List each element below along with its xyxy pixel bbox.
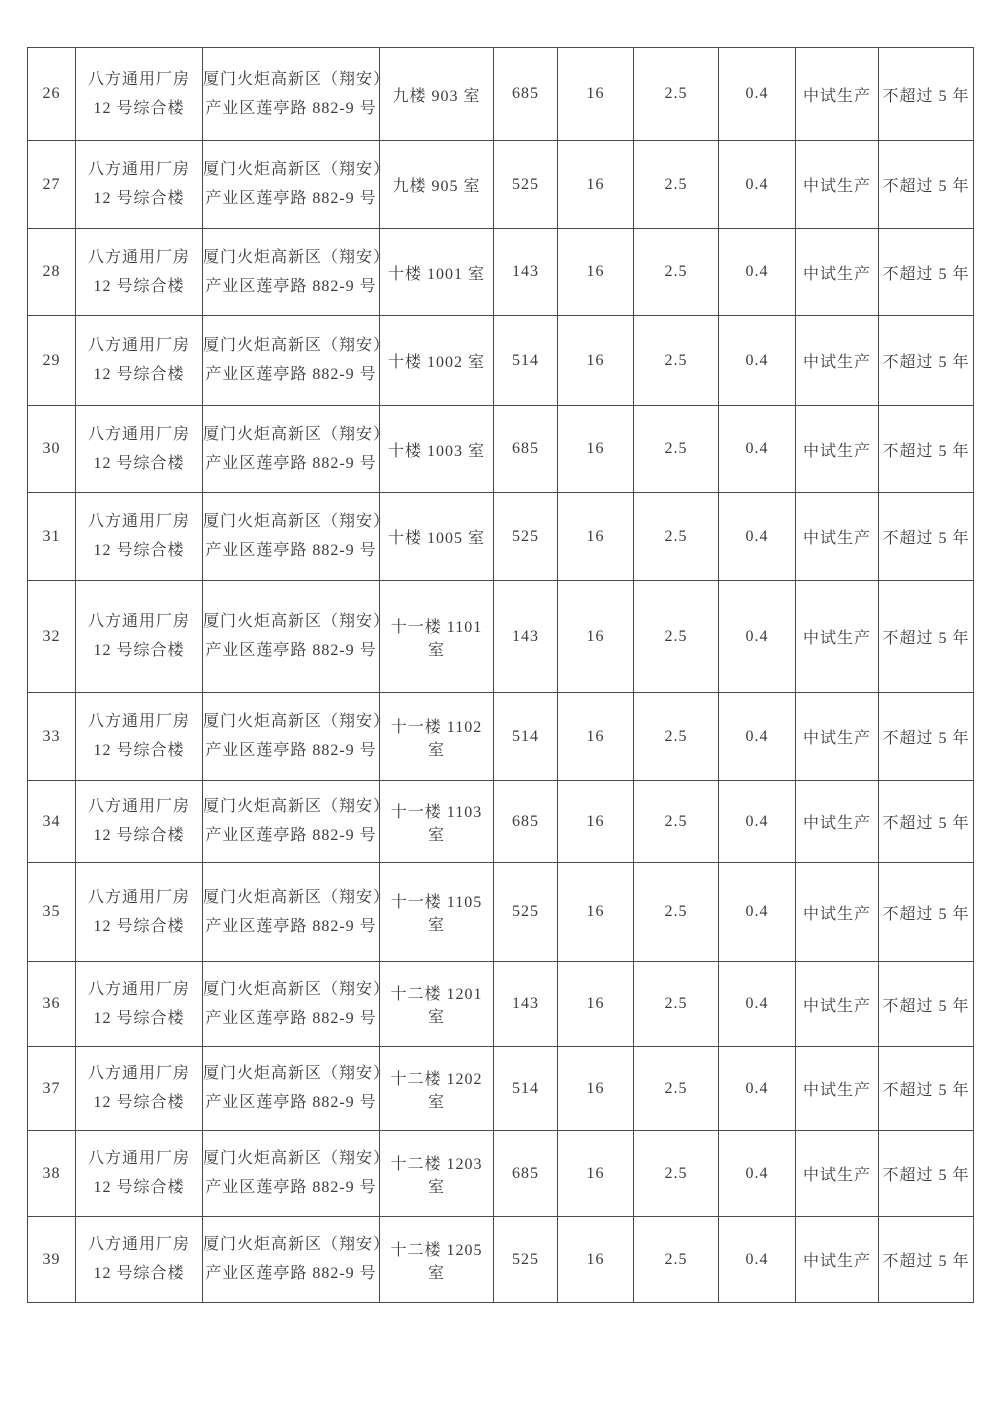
term-cell: 不超过 5 年 (879, 229, 974, 316)
num1-cell: 16 (558, 316, 634, 406)
num3-cell: 0.4 (719, 493, 796, 581)
address-cell-line: 厦门火炬高新区（翔安） (203, 888, 391, 906)
address-cell-line: 产业区莲亭路 882-9 号 (205, 277, 377, 295)
num1-cell: 16 (558, 781, 634, 863)
row-number-cell: 37 (28, 1047, 76, 1131)
table-row (28, 1047, 974, 1131)
building-cell (76, 781, 203, 863)
address-cell-line: 产业区莲亭路 882-9 号 (205, 1094, 377, 1111)
building-cell-line: 12 号综合楼 (93, 917, 185, 935)
address-cell-line: 厦门火炬高新区（翔安） (203, 513, 391, 530)
building-cell (76, 693, 203, 781)
address-cell-line: 厦门火炬高新区（翔安） (203, 980, 391, 998)
num2-cell: 2.5 (634, 1131, 719, 1217)
building-cell-line: 八方通用厂房 (87, 1150, 190, 1167)
num2-cell: 2.5 (634, 693, 719, 781)
term-cell: 不超过 5 年 (879, 962, 974, 1047)
address-cell-line: 厦门火炬高新区（翔安） (203, 713, 391, 730)
address-cell-line: 产业区莲亭路 882-9 号 (205, 1179, 377, 1196)
address-cell-line: 厦门火炬高新区（翔安） (203, 798, 391, 815)
area-cell: 514 (494, 316, 558, 406)
area-cell: 514 (494, 1047, 558, 1131)
usage-cell: 中试生产 (796, 141, 879, 229)
area-cell: 143 (494, 962, 558, 1047)
building-cell-line: 八方通用厂房 (87, 513, 190, 530)
address-cell (203, 141, 391, 229)
table-row (28, 781, 974, 863)
num2-cell: 2.5 (634, 962, 719, 1047)
area-cell: 143 (494, 581, 558, 693)
num1-cell: 16 (558, 693, 634, 781)
usage-cell: 中试生产 (796, 1217, 879, 1303)
num3-cell: 0.4 (719, 316, 796, 406)
num2-cell: 2.5 (634, 1217, 719, 1303)
building-cell-line: 八方通用厂房 (87, 980, 190, 998)
address-cell-line: 产业区莲亭路 882-9 号 (205, 742, 377, 759)
usage-cell: 中试生产 (796, 781, 879, 863)
term-cell: 不超过 5 年 (879, 693, 974, 781)
area-cell: 685 (494, 781, 558, 863)
num1-cell: 16 (558, 1217, 634, 1303)
room-cell: 十一楼 1105 室 (380, 863, 494, 962)
table-row (28, 316, 974, 406)
address-cell (203, 1131, 391, 1217)
table-row (28, 581, 974, 693)
row-number-cell: 35 (28, 863, 76, 962)
term-cell: 不超过 5 年 (879, 1047, 974, 1131)
address-cell (203, 863, 391, 962)
building-cell-line: 12 号综合楼 (93, 827, 185, 844)
room-cell: 十一楼 1103 室 (380, 781, 494, 863)
num1-cell: 16 (558, 1047, 634, 1131)
num3-cell: 0.4 (719, 406, 796, 493)
num1-cell: 16 (558, 581, 634, 693)
building-cell-line: 八方通用厂房 (87, 1236, 190, 1253)
table-row (28, 141, 974, 229)
address-cell-line: 产业区莲亭路 882-9 号 (205, 190, 377, 207)
term-cell: 不超过 5 年 (879, 406, 974, 493)
address-cell-line: 产业区莲亭路 882-9 号 (205, 99, 377, 117)
address-cell (203, 693, 391, 781)
term-cell: 不超过 5 年 (879, 316, 974, 406)
building-cell-line: 12 号综合楼 (93, 742, 185, 759)
room-cell: 十楼 1001 室 (380, 229, 494, 316)
area-cell: 143 (494, 229, 558, 316)
usage-cell: 中试生产 (796, 48, 879, 141)
room-cell: 十楼 1002 室 (380, 316, 494, 406)
usage-cell: 中试生产 (796, 406, 879, 493)
usage-cell: 中试生产 (796, 316, 879, 406)
num1-cell: 16 (558, 229, 634, 316)
num2-cell: 2.5 (634, 493, 719, 581)
area-cell: 685 (494, 406, 558, 493)
num3-cell: 0.4 (719, 781, 796, 863)
address-cell-line: 厦门火炬高新区（翔安） (203, 1150, 391, 1167)
building-cell-line: 八方通用厂房 (87, 888, 190, 906)
room-cell: 十楼 1003 室 (380, 406, 494, 493)
usage-cell: 中试生产 (796, 1131, 879, 1217)
address-cell (203, 229, 391, 316)
term-cell: 不超过 5 年 (879, 863, 974, 962)
building-cell-line: 12 号综合楼 (93, 454, 185, 472)
address-cell-line: 厦门火炬高新区（翔安） (203, 248, 391, 266)
building-cell-line: 八方通用厂房 (87, 713, 190, 730)
building-cell (76, 581, 203, 693)
address-cell-line: 产业区莲亭路 882-9 号 (205, 917, 377, 935)
address-cell-line: 厦门火炬高新区（翔安） (203, 161, 391, 178)
usage-cell: 中试生产 (796, 581, 879, 693)
building-cell-line: 12 号综合楼 (93, 1009, 185, 1027)
num1-cell: 16 (558, 1131, 634, 1217)
address-cell-line: 产业区莲亭路 882-9 号 (205, 1009, 377, 1027)
num3-cell: 0.4 (719, 581, 796, 693)
table-row (28, 693, 974, 781)
building-cell (76, 141, 203, 229)
building-cell-line: 12 号综合楼 (93, 542, 185, 559)
table-row (28, 962, 974, 1047)
address-cell-line: 厦门火炬高新区（翔安） (203, 613, 391, 630)
num3-cell: 0.4 (719, 229, 796, 316)
row-number-cell: 29 (28, 316, 76, 406)
num3-cell: 0.4 (719, 141, 796, 229)
term-cell: 不超过 5 年 (879, 781, 974, 863)
num3-cell: 0.4 (719, 1217, 796, 1303)
building-cell-line: 12 号综合楼 (93, 642, 185, 659)
num2-cell: 2.5 (634, 781, 719, 863)
room-cell: 十二楼 1202 室 (380, 1047, 494, 1131)
num2-cell: 2.5 (634, 48, 719, 141)
num3-cell: 0.4 (719, 1131, 796, 1217)
building-cell (76, 406, 203, 493)
building-cell-line: 12 号综合楼 (93, 366, 185, 383)
row-number-cell: 34 (28, 781, 76, 863)
building-cell (76, 316, 203, 406)
row-number-cell: 33 (28, 693, 76, 781)
usage-cell: 中试生产 (796, 493, 879, 581)
room-cell: 十一楼 1101 室 (380, 581, 494, 693)
row-number-cell: 26 (28, 48, 76, 141)
address-cell-line: 厦门火炬高新区（翔安） (203, 337, 391, 354)
term-cell: 不超过 5 年 (879, 141, 974, 229)
room-cell: 九楼 903 室 (380, 48, 494, 141)
row-number-cell: 38 (28, 1131, 76, 1217)
address-cell-line: 厦门火炬高新区（翔安） (203, 1065, 391, 1082)
building-cell-line: 12 号综合楼 (93, 1094, 185, 1111)
address-cell (203, 493, 391, 581)
area-cell: 525 (494, 141, 558, 229)
building-cell (76, 1047, 203, 1131)
table-row (28, 1131, 974, 1217)
table-body (28, 48, 974, 1303)
table-row (28, 406, 974, 493)
address-cell-line: 厦门火炬高新区（翔安） (203, 70, 391, 88)
num1-cell: 16 (558, 493, 634, 581)
building-cell-line: 八方通用厂房 (87, 70, 190, 88)
address-cell (203, 1047, 391, 1131)
building-cell-line: 八方通用厂房 (87, 798, 190, 815)
building-cell-line: 八方通用厂房 (87, 161, 190, 178)
room-cell: 十二楼 1205 室 (380, 1217, 494, 1303)
building-cell-line: 12 号综合楼 (93, 1265, 185, 1282)
table-row (28, 863, 974, 962)
building-cell-line: 八方通用厂房 (87, 425, 190, 443)
building-cell (76, 493, 203, 581)
property-listing-table (27, 47, 974, 1303)
num3-cell: 0.4 (719, 1047, 796, 1131)
address-cell (203, 1217, 391, 1303)
table-row (28, 48, 974, 141)
num2-cell: 2.5 (634, 406, 719, 493)
num1-cell: 16 (558, 48, 634, 141)
row-number-cell: 36 (28, 962, 76, 1047)
building-cell (76, 1217, 203, 1303)
area-cell: 685 (494, 1131, 558, 1217)
address-cell-line: 厦门火炬高新区（翔安） (203, 425, 391, 443)
building-cell-line: 12 号综合楼 (93, 99, 185, 117)
building-cell-line: 12 号综合楼 (93, 190, 185, 207)
term-cell: 不超过 5 年 (879, 48, 974, 141)
building-cell (76, 48, 203, 141)
address-cell (203, 406, 391, 493)
term-cell: 不超过 5 年 (879, 1217, 974, 1303)
table-row (28, 229, 974, 316)
term-cell: 不超过 5 年 (879, 493, 974, 581)
building-cell (76, 229, 203, 316)
area-cell: 685 (494, 48, 558, 141)
usage-cell: 中试生产 (796, 1047, 879, 1131)
num3-cell: 0.4 (719, 693, 796, 781)
room-cell: 十楼 1005 室 (380, 493, 494, 581)
room-cell: 十一楼 1102 室 (380, 693, 494, 781)
num2-cell: 2.5 (634, 229, 719, 316)
building-cell (76, 1131, 203, 1217)
table-row (28, 493, 974, 581)
area-cell: 514 (494, 693, 558, 781)
address-cell (203, 962, 391, 1047)
building-cell-line: 12 号综合楼 (93, 277, 185, 295)
address-cell-line: 产业区莲亭路 882-9 号 (205, 542, 377, 559)
num2-cell: 2.5 (634, 863, 719, 962)
area-cell: 525 (494, 1217, 558, 1303)
address-cell-line: 厦门火炬高新区（翔安） (203, 1236, 391, 1253)
building-cell-line: 八方通用厂房 (87, 1065, 190, 1082)
building-cell-line: 八方通用厂房 (87, 337, 190, 354)
row-number-cell: 39 (28, 1217, 76, 1303)
room-cell: 九楼 905 室 (380, 141, 494, 229)
address-cell-line: 产业区莲亭路 882-9 号 (205, 827, 377, 844)
num1-cell: 16 (558, 863, 634, 962)
usage-cell: 中试生产 (796, 863, 879, 962)
row-number-cell: 30 (28, 406, 76, 493)
address-cell-line: 产业区莲亭路 882-9 号 (205, 366, 377, 383)
building-cell-line: 12 号综合楼 (93, 1179, 185, 1196)
address-cell-line: 产业区莲亭路 882-9 号 (205, 454, 377, 472)
room-cell: 十二楼 1201 室 (380, 962, 494, 1047)
address-cell (203, 781, 391, 863)
num3-cell: 0.4 (719, 863, 796, 962)
building-cell-line: 八方通用厂房 (87, 248, 190, 266)
room-cell: 十二楼 1203 室 (380, 1131, 494, 1217)
num1-cell: 16 (558, 406, 634, 493)
building-cell (76, 962, 203, 1047)
num2-cell: 2.5 (634, 141, 719, 229)
num1-cell: 16 (558, 962, 634, 1047)
usage-cell: 中试生产 (796, 229, 879, 316)
term-cell: 不超过 5 年 (879, 581, 974, 693)
address-cell (203, 316, 391, 406)
num1-cell: 16 (558, 141, 634, 229)
row-number-cell: 32 (28, 581, 76, 693)
num2-cell: 2.5 (634, 581, 719, 693)
num2-cell: 2.5 (634, 316, 719, 406)
row-number-cell: 27 (28, 141, 76, 229)
num3-cell: 0.4 (719, 962, 796, 1047)
address-cell (203, 581, 391, 693)
building-cell-line: 八方通用厂房 (87, 613, 190, 630)
term-cell: 不超过 5 年 (879, 1131, 974, 1217)
area-cell: 525 (494, 493, 558, 581)
address-cell-line: 产业区莲亭路 882-9 号 (205, 642, 377, 659)
building-cell (76, 863, 203, 962)
area-cell: 525 (494, 863, 558, 962)
num3-cell: 0.4 (719, 48, 796, 141)
row-number-cell: 31 (28, 493, 76, 581)
usage-cell: 中试生产 (796, 693, 879, 781)
address-cell (203, 48, 391, 141)
num2-cell: 2.5 (634, 1047, 719, 1131)
address-cell-line: 产业区莲亭路 882-9 号 (205, 1265, 377, 1282)
row-number-cell: 28 (28, 229, 76, 316)
usage-cell: 中试生产 (796, 962, 879, 1047)
table-row (28, 1217, 974, 1303)
